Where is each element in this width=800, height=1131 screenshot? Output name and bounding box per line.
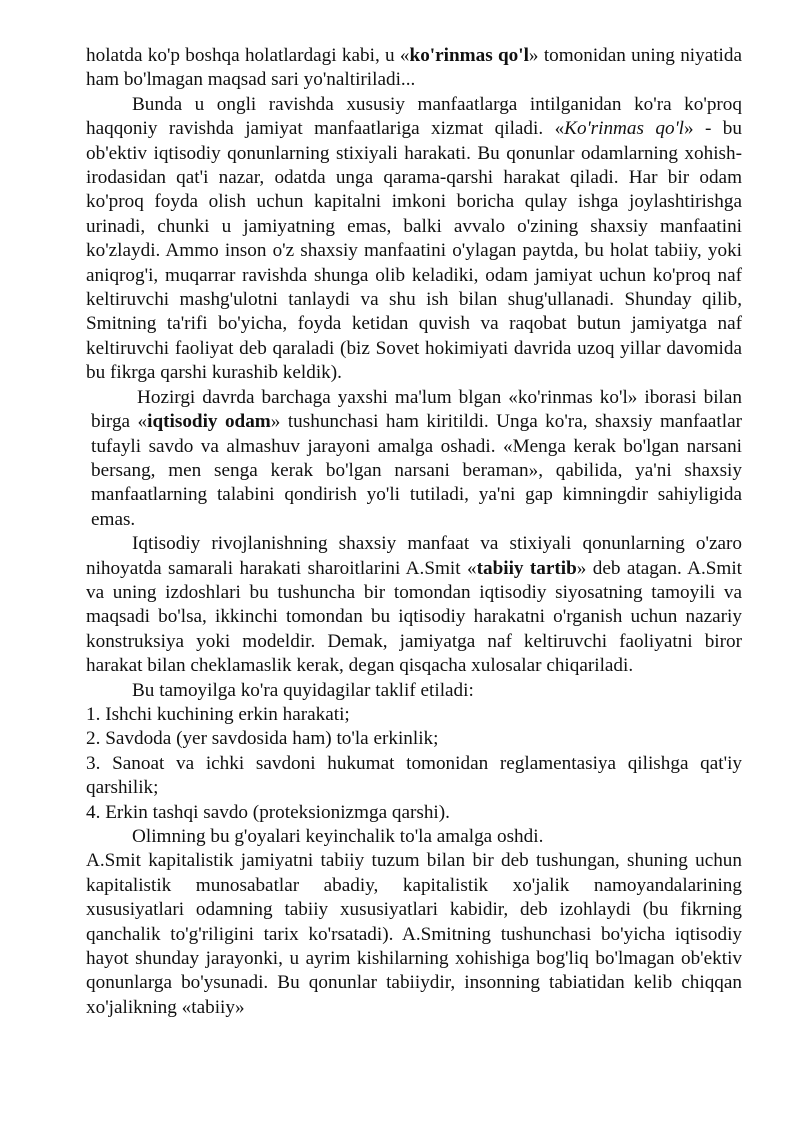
text-run: holatda ko'p boshqa holatlardagi kabi, u « <box>86 45 410 66</box>
paragraph <box>86 849 742 1020</box>
text-run: » tomonidan uning niyatida ham bo'lmagan maqsad sari yo'naltiriladi... <box>86 45 742 91</box>
paragraph <box>86 93 742 386</box>
text-run: 4. Erkin tashqi savdo (proteksionizmga qarshi). <box>86 801 450 823</box>
paragraph <box>86 703 742 727</box>
paragraph <box>86 386 742 532</box>
paragraph <box>86 825 742 849</box>
document-body <box>86 44 742 1020</box>
text-run: » deb atagan. A.Smit va uning izdoshlari bu tushuncha bir tomondan iqtisodiy siyosatning tamoyili va maqsadi bo'lsa, ikkinchi tomondan bu iqtisodiy harakatni o'rganish uchun nazariy konstruksiya yoki modeldir. Demak, jamiyatga naf keltiruvchi faoliyatni biror harakat bilan cheklamaslik kerak, degan qisqacha xulosalar chiqariladi. <box>86 557 742 677</box>
text-run: Bu tamoyilga ko'ra quyidagilar taklif etiladi: <box>132 679 474 701</box>
paragraph <box>86 679 742 703</box>
text-run: » tushunchasi ham kiritildi. Unga ko'ra, shaxsiy manfaatlar tufayli savdo va almashuv jarayoni amalga oshadi. «Menga kerak bo'lgan narsani bersang, men senga kerak bo'lgan narsani beraman», qabilida, ya'ni shaxsiy manfaatlarning talabini qondirish yo'li tutiladi, ya'ni gap kimningdir sahiyligida emas. <box>91 411 742 530</box>
text-run: Hozirgi davrda barchaga yaxshi ma'lum blgan «ko'rinmas ko'l» iborasi bilan birga « <box>91 386 742 433</box>
text-run: Iqtisodiy rivojlanishning shaxsiy manfaat va stixiyali qonunlarning o'zaro nihoyatda samarali harakati sharoitlarini A.Smit « <box>86 533 742 579</box>
text-run: Olimning bu g'oyalari keyinchalik to'la amalga oshdi. <box>132 826 544 847</box>
text-run: » - bu ob'ektiv iqtisodiy qonunlarning stixiyali harakati. Bu qonunlar odamlarning xohish-irodasidan qat'i nazar, odatda unga qarama-qarshi harakat qiladi. Har bir odam ko'proq foyda olish uchun kapitalni imkoni boricha qulay ishga joylashtirishga urinadi, chunki u jamiyatning emas, balki avvalo o'zining shaxsiy manfaatini ko'zlaydi. Ammo inson o'z shaxsiy manfaatini o'ylagan paytda, bu holat tabiiy, yoki aniqrog'i, muqarrar ravishda shunga olib keladiki, odam jamiyat uchun ko'proq naf keltiruvchi mashg'ulotni tanlaydi va shu ish bilan shug'ullanadi. Shunday qilib, Smitning ta'rifi bo'yicha, foyda ketidan quvish va raqobat butun jamiyatga naf keltiruvchi faoliyat deb qaraladi (biz Sovet hokimiyati davrida uzoq yillar davomida bu fikrga qarshi kurashib keldik). <box>86 118 742 384</box>
bold-term: ko'rinmas qo'l <box>409 45 529 66</box>
paragraph <box>86 44 742 93</box>
paragraph <box>86 727 742 751</box>
text-run: 3. Sanoat va ichki savdoni hukumat tomonidan reglamentasiya qilishga qat'iy qarshilik; <box>86 752 742 799</box>
text-run: 2. Savdoda (yer savdosida ham) to'la erkinlik; <box>86 728 439 750</box>
italic-term: Ko'rinmas qo'l <box>564 118 685 140</box>
bold-term: iqtisodiy odam <box>147 411 271 433</box>
paragraph <box>86 801 742 825</box>
paragraph <box>86 752 742 801</box>
bold-term: tabiiy tartib <box>476 557 577 579</box>
text-run: Bunda u ongli ravishda xususiy manfaatlarga intilganidan ko'ra ko'proq haqqoniy ravishda jamiyat manfaatlariga xizmat qiladi. « <box>86 93 742 140</box>
text-run: 1. Ishchi kuchining erkin harakati; <box>86 703 350 725</box>
text-run: A.Smit kapitalistik jamiyatni tabiiy tuzum bilan bir deb tushungan, shuning uchun kapitalistik munosabatlar abadiy, kapitalistik xo'jalik namoyandalarining xususiyatlari odamning tabiiy xususiyatlari kabidir, deb izohlaydi (bu fikrning qanchalik to'g'riligini tarix ko'rsatadi). A.Smitning tushunchasi bo'yicha iqtisodiy hayot shunday jarayonki, u ayrim kishilarning xohishiga bog'liq bo'lmagan ob'ektiv qonunlarga bo'ysunadi. Bu qonunlar tabiiydir, insonning tabiatidan kelib chiqqan xo'jalikning «tabiiy» <box>86 850 742 1018</box>
paragraph <box>86 532 742 678</box>
